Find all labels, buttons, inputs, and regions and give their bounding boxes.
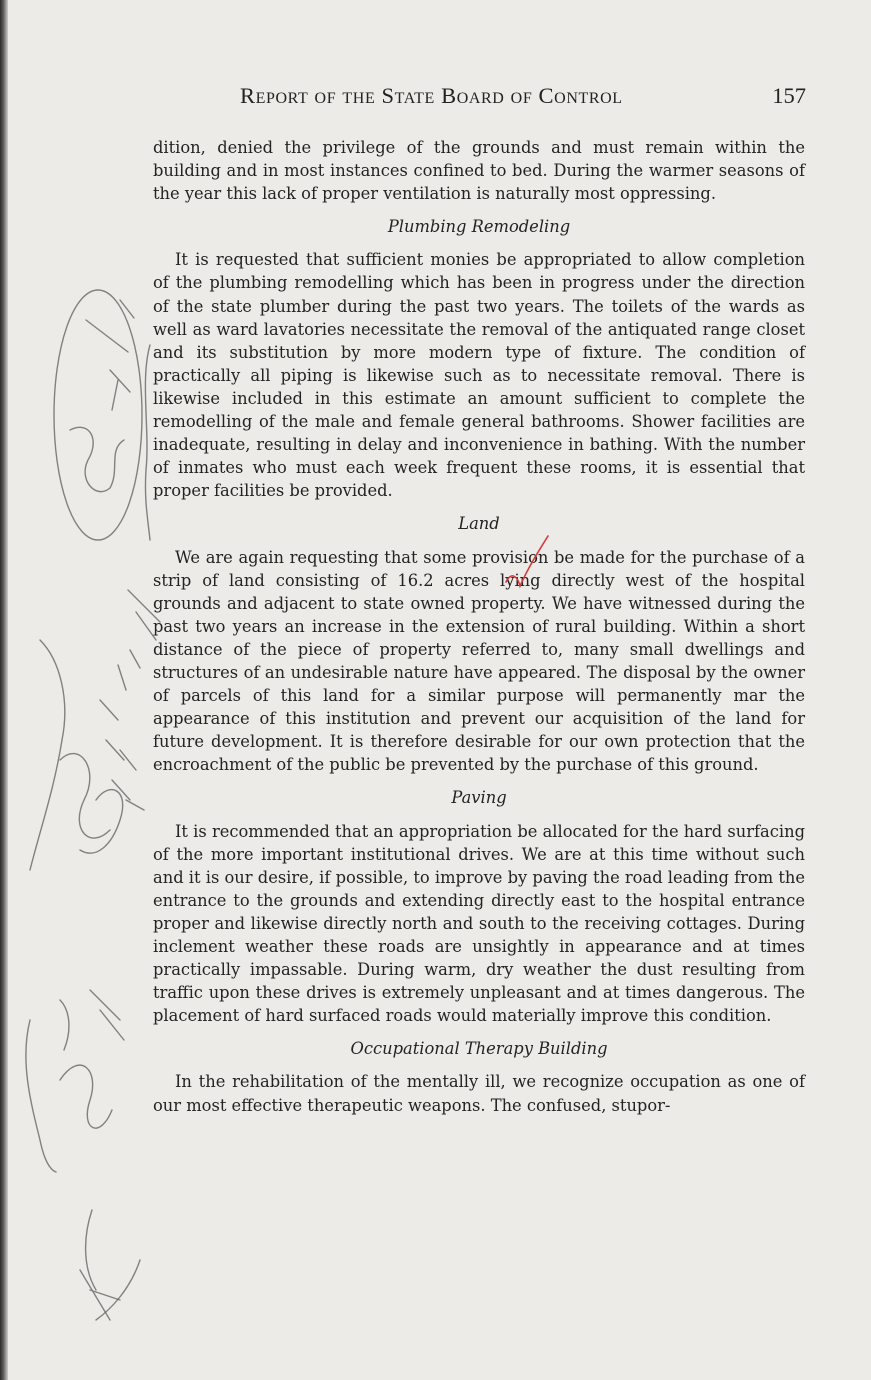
pencil-scrawl-therapy [80, 1210, 140, 1320]
pencil-scrawl-land [30, 590, 160, 870]
heading-land: Land [458, 514, 500, 534]
heading-plumbing-remodeling: Plumbing Remodeling [387, 217, 571, 237]
paragraph-land: We are again requesting that some provision be made for the purchase of a strip of land consisting of 16.2 acres lying directly west of the hospital grounds and adjacent to state owned property. We have witnessed during the past two years an increase in the extension of rural building. Within a short distance of the piece of property referred to, many small dwellings and structures of an undesirable nature have appeared. The disposal by the owner of parcels of this land for a similar purpose will permanently mar the appearance of this institution and prevent our acquisition of the land for future development. It is therefore desirable for our own protection that the encroachment of the public be prevented by the purchase of this ground. [153, 547, 805, 775]
pencil-bracket-plumbing [54, 290, 150, 540]
paragraph-plumbing: It is requested that sufficient monies be appropriated to allow completion of the plumbing remodelling which has been in progress under the direction of the state plumber during the past two years. The toilets of the wards as well as ward lavatories necessitate the removal of the antiquated range closet and its substitution by more modern type of fixture. The condition of practically all piping is likewise such as to necessitate removal. There is likewise included in this estimate an amount sufficient to complete the remodelling of the male and female general bathrooms. Shower facilities are inadequate, resulting in delay and inconvenience in bathing. With the number of inmates who must each week frequent these rooms, it is essential that proper facilities be provided. [153, 250, 805, 501]
paragraph-paving: It is recommended that an appropriation be allocated for the hard surfacing of the more important institutional drives. We are at this time without such and it is our desire, if possible, to improve by paving the road leading from the entrance to the grounds and extending directly east to the hospital entrance proper and likewise directly north and south to the receiving cottages. During inclement weather these roads are unsightly in appearance and at times practically impassable. During warm, dry weather the dust resulting from traffic upon these drives is extremely unpleasant and at times dangerous. The placement of hard surfaced roads would materially improve this condition. [153, 821, 805, 1026]
heading-paving: Paving [451, 788, 507, 808]
pencil-scrawl-paving [26, 990, 124, 1172]
running-title: Report of the State Board of Control [240, 83, 623, 108]
paragraph-therapy: In the rehabilitation of the mentally ill, we recognize occupation as one of our most effective therapeutic weapons. The confused, stupor- [153, 1072, 805, 1115]
body-text [153, 136, 805, 1117]
page-number: 157 [772, 83, 806, 108]
heading-occupational-therapy-building: Occupational Therapy Building [350, 1039, 608, 1059]
paragraph-intro: dition, denied the privilege of the grounds and must remain within the building and in most instances confined to bed. During the warmer seasons of the year this lack of proper ventilation is naturally most oppressing. [153, 138, 805, 204]
book-binding-edge [0, 0, 8, 1380]
running-header [152, 83, 808, 111]
